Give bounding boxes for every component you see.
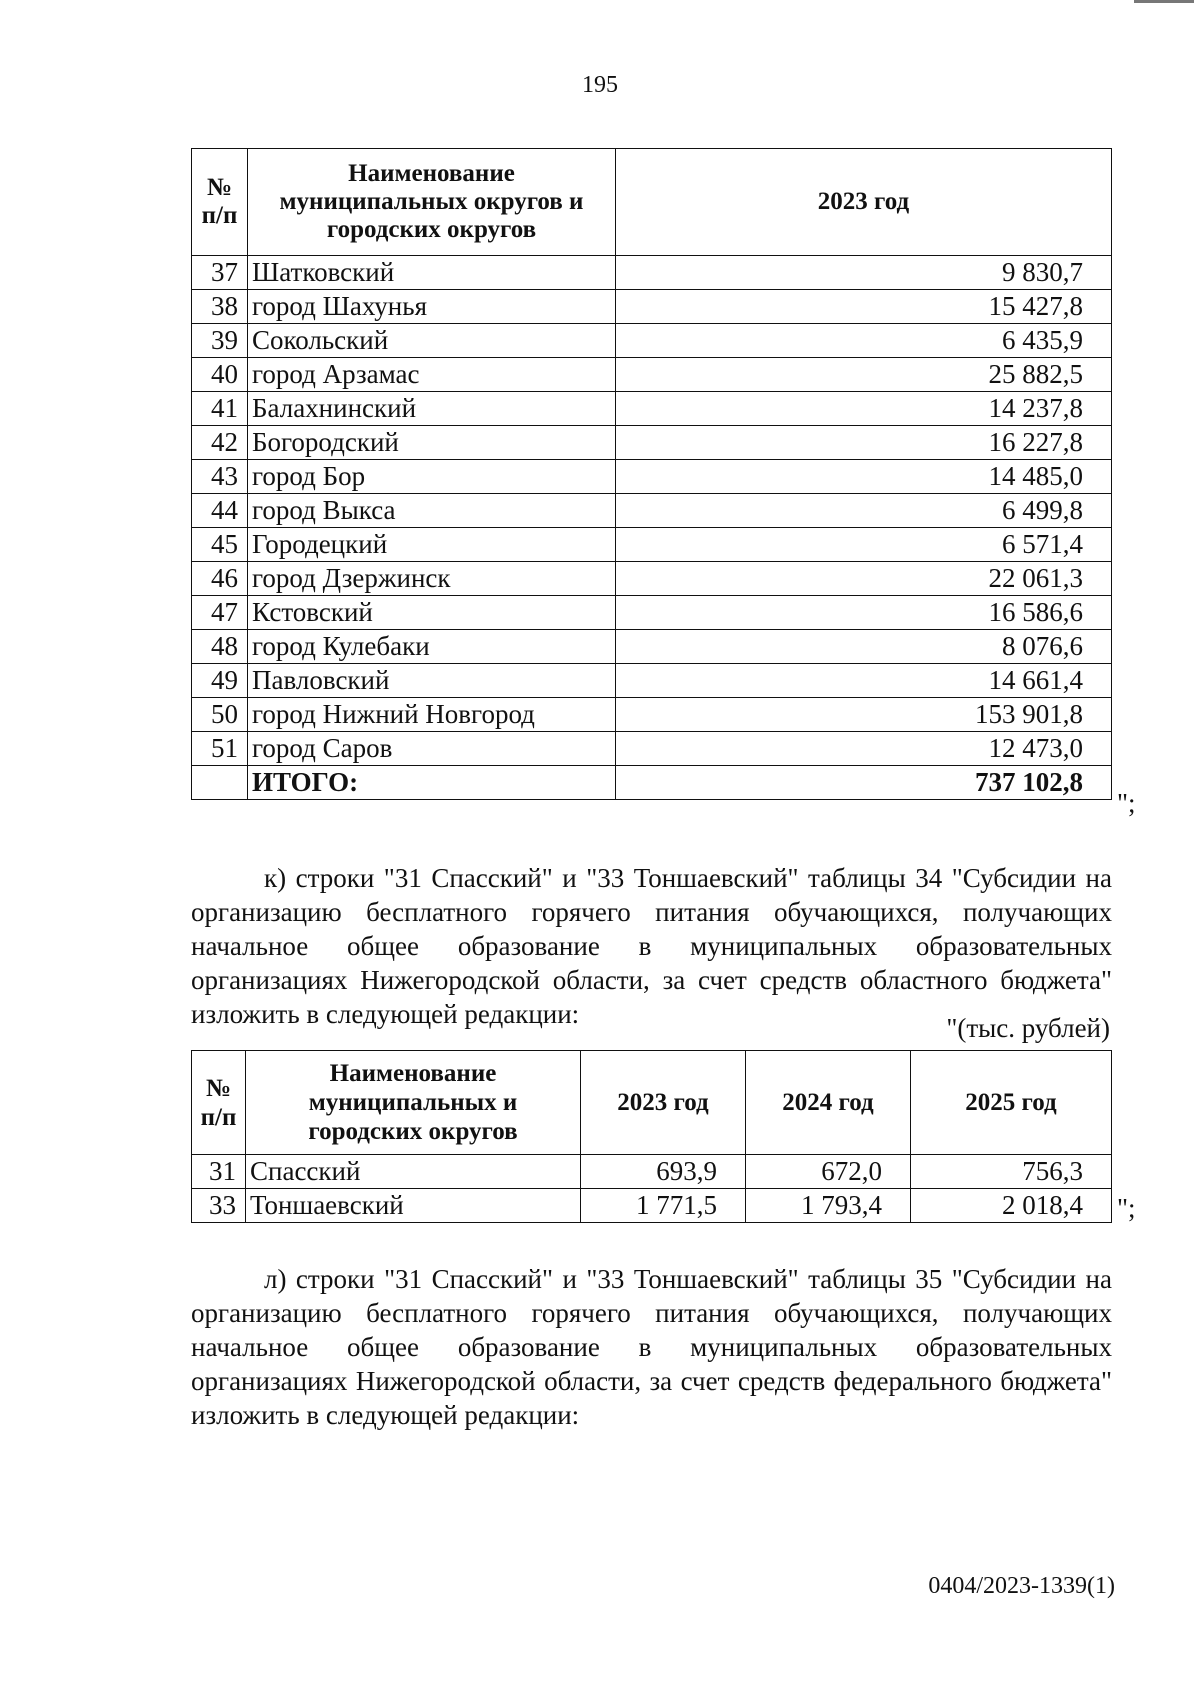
row-district: город Саров — [248, 732, 616, 766]
table-row — [192, 698, 1112, 732]
row-value-2023: 14 237,8 — [616, 392, 1112, 426]
paragraph-l — [191, 1262, 1112, 1432]
row-number: 39 — [192, 324, 248, 358]
row-number: 41 — [192, 392, 248, 426]
row-value-2025: 756,3 — [911, 1155, 1112, 1189]
table-row — [192, 732, 1112, 766]
row-number: 45 — [192, 528, 248, 562]
row-district: Павловский — [248, 664, 616, 698]
row-value-2023: 153 901,8 — [616, 698, 1112, 732]
row-value-2023: 12 473,0 — [616, 732, 1112, 766]
scan-edge-mark — [1134, 0, 1194, 3]
table-row — [192, 596, 1112, 630]
table-row — [192, 392, 1112, 426]
total-value: 737 102,8 — [616, 766, 1112, 800]
row-district: город Дзержинск — [248, 562, 616, 596]
row-district: город Шахунья — [248, 290, 616, 324]
row-district: город Арзамас — [248, 358, 616, 392]
row-number: 42 — [192, 426, 248, 460]
paragraph-k — [191, 861, 1112, 1031]
quote-end-mark-2: "; — [1117, 1193, 1136, 1223]
row-value-2023: 8 076,6 — [616, 630, 1112, 664]
row-number: 44 — [192, 494, 248, 528]
page-number: 195 — [582, 72, 618, 98]
table-row — [192, 358, 1112, 392]
row-value-2023: 16 586,6 — [616, 596, 1112, 630]
row-value-2023: 6 499,8 — [616, 494, 1112, 528]
row-value-2023: 15 427,8 — [616, 290, 1112, 324]
quote-end-mark-1: "; — [1117, 788, 1136, 818]
row-value-2024: 672,0 — [746, 1155, 911, 1189]
table-row — [192, 426, 1112, 460]
table-row — [192, 562, 1112, 596]
header-2025: 2025 год — [911, 1051, 1112, 1155]
total-label: ИТОГО: — [248, 766, 616, 800]
unit-note: "(тыс. рублей) — [946, 1013, 1110, 1043]
table-row — [192, 460, 1112, 494]
row-number: 50 — [192, 698, 248, 732]
document-code: 0404/2023-1339(1) — [928, 1573, 1115, 1599]
header-number: № п/п — [192, 1051, 246, 1155]
row-value-2023: 1 771,5 — [581, 1189, 746, 1223]
table-row — [192, 664, 1112, 698]
row-value-2023: 22 061,3 — [616, 562, 1112, 596]
row-number: 48 — [192, 630, 248, 664]
row-number: 38 — [192, 290, 248, 324]
row-number: 47 — [192, 596, 248, 630]
row-district: Городецкий — [248, 528, 616, 562]
header-2023: 2023 год — [616, 149, 1112, 256]
header-name: Наименование муниципальных округов и городских округов — [248, 149, 616, 256]
row-value-2023: 693,9 — [581, 1155, 746, 1189]
row-district: Богородский — [248, 426, 616, 460]
table-subsidies-regional — [191, 1050, 1112, 1223]
paragraph-l-text: л) строки "31 Спасский" и "33 Тоншаевский" таблицы 35 "Субсидии на организацию бесплатного горячего питания обучающихся, получающих начальное общее образование в муниципальных образовательных организациях Нижегородской области, за счет средств федерального бюджета" изложить в следующей редакции: — [191, 1264, 1112, 1430]
row-district: Балахнинский — [248, 392, 616, 426]
row-value-2025: 2 018,4 — [911, 1189, 1112, 1223]
row-district: Тоншаевский — [246, 1189, 581, 1223]
row-number: 49 — [192, 664, 248, 698]
row-number: 40 — [192, 358, 248, 392]
row-value-2024: 1 793,4 — [746, 1189, 911, 1223]
row-number: 31 — [192, 1155, 246, 1189]
table-subsidies-2023 — [191, 148, 1112, 800]
table-row — [192, 1189, 1112, 1223]
row-number: 33 — [192, 1189, 246, 1223]
row-district: Спасский — [246, 1155, 581, 1189]
table-row — [192, 256, 1112, 290]
row-district: город Кулебаки — [248, 630, 616, 664]
row-number: 51 — [192, 732, 248, 766]
row-value-2023: 6 435,9 — [616, 324, 1112, 358]
header-2024: 2024 год — [746, 1051, 911, 1155]
row-district: Шатковский — [248, 256, 616, 290]
row-district: город Бор — [248, 460, 616, 494]
row-district: Кстовский — [248, 596, 616, 630]
table-row — [192, 528, 1112, 562]
row-district: Сокольский — [248, 324, 616, 358]
paragraph-k-text: к) строки "31 Спасский" и "33 Тоншаевский" таблицы 34 "Субсидии на организацию бесплатного горячего питания обучающихся, получающих начальное общее образование в муниципальных образовательных организациях Нижегородской области, за счет средств областного бюджета" изложить в следующей редакции: — [191, 863, 1112, 1029]
table-row — [192, 494, 1112, 528]
row-number: 43 — [192, 460, 248, 494]
row-district: город Нижний Новгород — [248, 698, 616, 732]
row-value-2023: 14 485,0 — [616, 460, 1112, 494]
header-name: Наименование муниципальных и городских округов — [246, 1051, 581, 1155]
row-value-2023: 25 882,5 — [616, 358, 1112, 392]
row-value-2023: 9 830,7 — [616, 256, 1112, 290]
table-row — [192, 290, 1112, 324]
header-number: № п/п — [192, 149, 248, 256]
total-number — [192, 766, 248, 800]
header-2023: 2023 год — [581, 1051, 746, 1155]
row-number: 37 — [192, 256, 248, 290]
row-district: город Выкса — [248, 494, 616, 528]
table-row — [192, 1155, 1112, 1189]
row-value-2023: 6 571,4 — [616, 528, 1112, 562]
row-number: 46 — [192, 562, 248, 596]
table-row — [192, 630, 1112, 664]
row-value-2023: 14 661,4 — [616, 664, 1112, 698]
table-row — [192, 324, 1112, 358]
row-value-2023: 16 227,8 — [616, 426, 1112, 460]
total-row — [192, 766, 1112, 800]
